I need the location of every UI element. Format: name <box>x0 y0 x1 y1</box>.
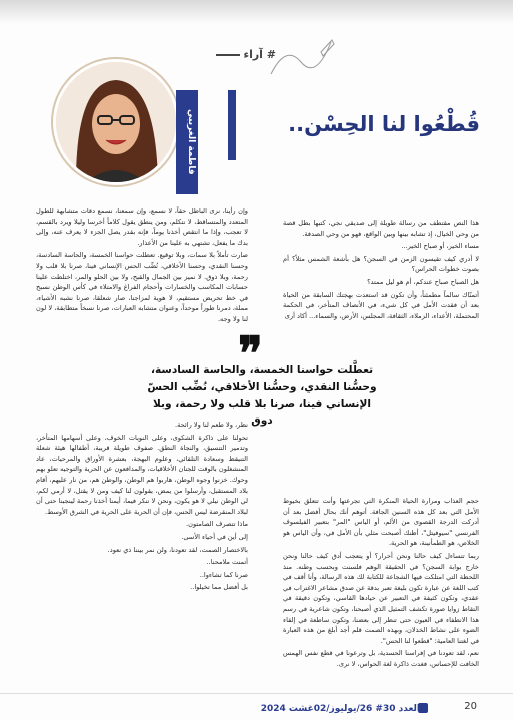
paragraph: صرنا كما تشاءوا.. <box>199 570 248 579</box>
paragraph: تحولنا على ذاكرة الشكوى، وعلى النوبات الخوف، وعلى أسهامها المتأخر، وتدمير التنسيق، والنجاة النطق. صفوف طويلة قريبة، أطفالها هيئة شعلة التنيقظ وسعادة التلقائي، وعلوم البهجة، بعشرة الأوراق والمرحيات، عاد المنشغلون بالوقت للجنان الأخلاقيات، والمدافعون عن الحرية والتوجيه تعلو بهم وحوك. خزنوا وجوه الوطن، هاربوا هم الوطن، والوطن هم، من نار عليهم، أقام بلاد المستقبل، وأرسلوا من يمض، يقولون لنا كيف ومن لا يقتل، لا أرمي لكم، لي الوطن نيلي لا هو يكون، ونحن لا ننكر فيما، أيمنا أخذنا رحمة لينجبنا حتى أن لبلاد المنقرضة ليس الحس، فإن أن الحرية على الحرية في الشرق الأوسط. <box>36 433 248 516</box>
paragraph: أتمنّاك سالماً مطمئناً، وأن تكون قد استعدت بهجتك السابقة من الحياة بعد أن فقدت الأمل في كل شيء، في الأنصاف المتأخر، في الحكمة المحتملة، الأعداء، الزملاء، الثقافة، المجلس، الأرض، والسماء... أكاد أرى <box>283 290 479 320</box>
paragraph: مساء الخير، أو صباح الخير... <box>401 242 479 251</box>
section-label-text: # آراء <box>243 48 276 61</box>
paragraph: ربما تتساءل كيف حالنا ونحن أحرار؟ أو يتعجب أدق كيف حالنا ونحن خارج بوابة السجن؟ في الحقيقة الوهم فلسنت وبحسب وطنه. منذ اللحظة التي امتلكت فيها الشجاعة للكتابة لك هذه الرسالة، وأنا أقف في كتب اللغة عن عبارة تكون بليغة تعبر بدقة عن صدق مشاعر الاغتراب في عقدي، وتكون كثيفة في التعبير عن حيادها القاسي، وتكون دقيقة في التقاط زوايا صورة تكشف التمثيل الذي أصبحنا، وتكون شاعرية في رسم هذا الانطفاء في العيون حتى تنظر إلى بعضنا، وتكون ساطعة في إلقاء الضوء على نشاط الخذلان، وبهذه الصمت قلم أجد أبلغ من هذه العبارة في لغتنا العامية: "قطعوا لنا الحس". <box>283 551 479 645</box>
article-title: قُطْعُوا لنا الحِسْن.. <box>288 112 480 136</box>
paragraph: هل الصباح صباح عندكم، أم هو ليل ممتد؟ <box>367 277 479 286</box>
author-name: فاطمة الغريبي <box>186 109 196 175</box>
column-right-top <box>283 218 479 358</box>
pull-quote: تعطَّلت حواسنا الخمسة، والحاسة السادسة، وحسُّنا النقدي، وحسُّنا الأخلاقي، نُضِّب الحسّ الإنساني فينا، صرنا بلا قلب ولا رحمة، وبلا دوق <box>147 364 377 427</box>
paragraph: حجم العذاب ومرارة الحياة المنكرة التي تجرعتها وأنت تتعلق بخيوط الأمل التي بعد كل هذه السنين الجافة. أتوهم أنك بحال أفضل بعد أن أدركت الدرجة القصوى من الألم، أو الياس "المر" بتعبير الفيلسوف الفرنسي "سيوفيتل"، أظنك أصبحت مثلي بأن الأمل في، وأن الياس هو الخلاص، هو الطمأنينة، هو الحرية. <box>283 497 479 548</box>
paragraph: هذا النص مقتطف من رسالة طويلة إلى صديقي نجي، كتبها بطل قصة من وحي الخيال، إذ تشابه بينها وبين الواقع، فهو من وحي الصدفة. <box>283 219 479 238</box>
page-footer <box>0 693 513 720</box>
paragraph: صارت تأملاً بلا سمات، وبلا توقيع. تعطلت حواسنا الخمسة، والحاسة السادسة، وحسنا النقدي، وحسنا الأخلاقي، نُضِّب الحس الإنساني فينا، صرنا بلا قلب ولا رحمة، وبلا ذوق. لا نميز بين الجمال والقبح، ولا بين الحلو والمر، اختلطت علينا حسابات المكاسب والخسارات وأحجام الفراغ والامتلاء في كأس الوطن نسبح في خط تحريض مستقيم، لا هوية لمزاجنا، صار شعلقا، صرنا نشبه الأشياء، مملة، دمرنا طوراً موحداً، وعنوان متشابه العبارات، صرنا نسخاً متطابقة، لا لون لنا ولا وجه. <box>36 251 248 323</box>
paragraph: لا أدري كيف تقيسون الزمن في السجن؟ هل بأشعة الشمس مثلاً؟ أم بصوت خطوات الحراس؟ <box>283 254 479 274</box>
paragraph: بل أفضل مما تخيلوا.. <box>190 583 248 592</box>
page-number: 20 <box>464 701 477 712</box>
paragraph: إلى أين في أحياء الأسى. <box>181 532 248 541</box>
paragraph: أتمنت ملامحنا.. <box>206 558 248 567</box>
quote-mark-icon: ❞ <box>238 326 263 380</box>
author-photo <box>56 62 176 182</box>
paragraph: نعم، لقد تعودنا في إفراسنا الحسدية، بل وترعونا في قطع نفس الهمس الخافت للإحساس، فغدت ذاكرة لغة الحواس، لا نرى. <box>283 649 479 668</box>
author-portrait-icon <box>56 62 176 182</box>
pen-doodle-icon <box>266 34 336 84</box>
column-left-bottom <box>36 420 248 690</box>
paragraph: نظر، ولا طعم لنا ولا رائحة. <box>175 421 248 429</box>
scan-shadow <box>0 0 513 24</box>
column-right-bottom <box>283 496 479 688</box>
column-left-top <box>36 206 248 356</box>
section-underline <box>216 54 240 56</box>
paragraph: وإن رأينا، نرى الباطل حقاً، لا نسمع، وإن سمعنا، نسمع دقات متشابهة للطول المتعدد والمتساقط، لا نتكلم، ومن ينطق يقول كلاماً أخرسا وليلا ويرد بالقسم، لا تعجب، وإذا ما انتقص أخذنا يوماً، فإنه بقدر يصل الجزء لا يعرف عنه، وإلى بدك ما يفعل، تشتهي به علينا من الأعذار. <box>36 207 248 247</box>
paragraph: بالاختصار الصمت، لقد تعودنا، ولن نمر بيننا ذي نعود. <box>107 545 248 554</box>
issue-info: العدد 30# 26/يوليوز/02غشت 2024 <box>260 704 420 714</box>
paragraph: ماذا تتصرف الصامتون. <box>186 520 248 529</box>
